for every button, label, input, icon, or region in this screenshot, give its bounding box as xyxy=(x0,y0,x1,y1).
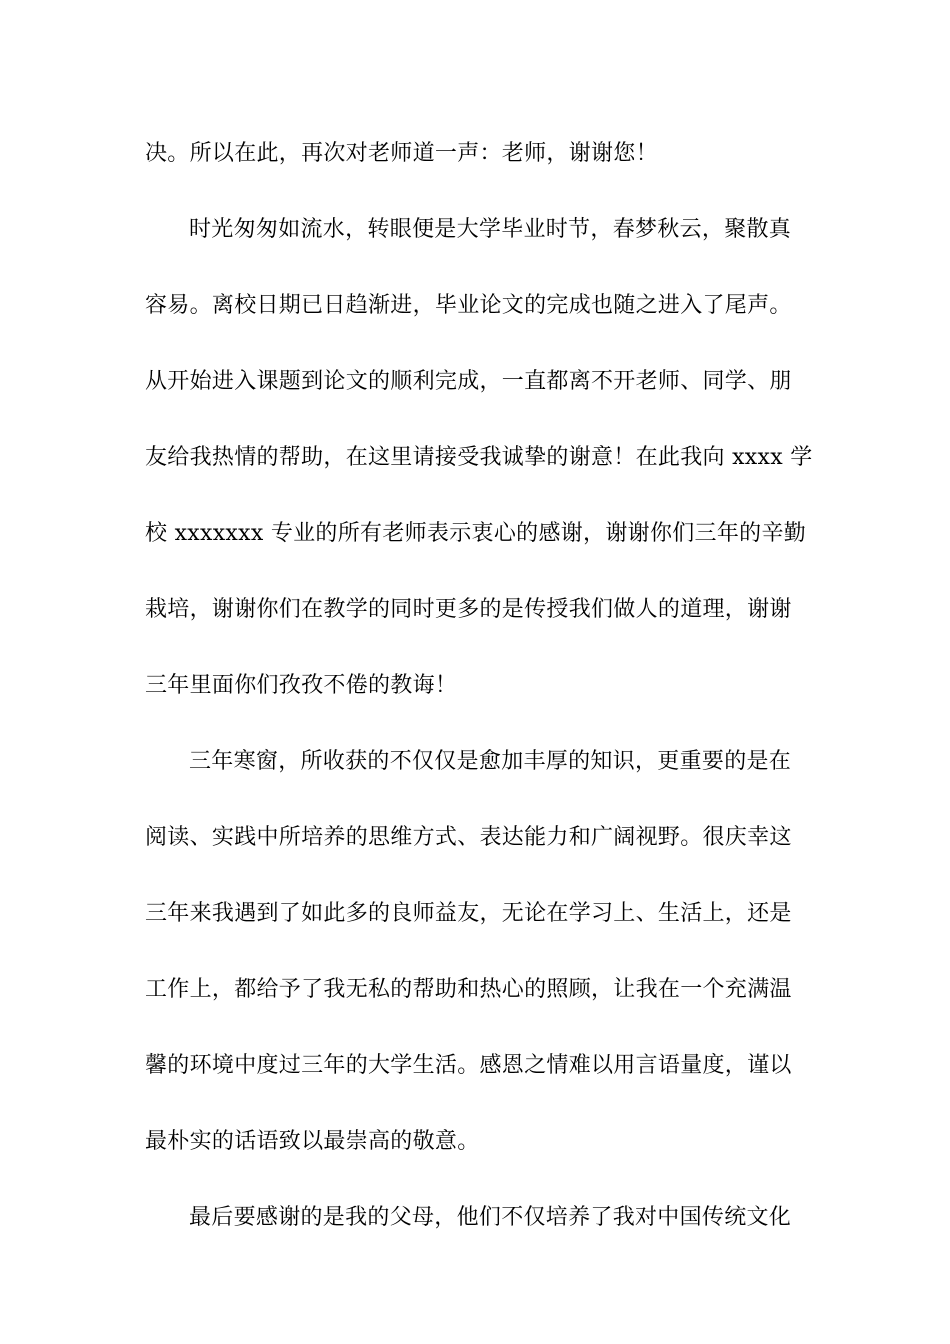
text-line-14: 最朴实的话语致以最崇高的敬意。 xyxy=(145,1129,480,1154)
text-line-6: 校 xxxxxxx 专业的所有老师表示衷心的感谢，谢谢你们三年的辛勤 xyxy=(145,521,807,546)
text-line-7: 栽培，谢谢你们在教学的同时更多的是传授我们做人的道理，谢谢 xyxy=(145,597,792,622)
text-line-2: 时光匆匆如流水，转眼便是大学毕业时节，春梦秋云，聚散真 xyxy=(189,217,792,242)
text-line-5: 友给我热情的帮助，在这里请接受我诚挚的谢意！在此我向 xxxx 学 xyxy=(145,445,813,470)
text-line-13: 馨的环境中度过三年的大学生活。感恩之情难以用言语量度，谨以 xyxy=(145,1053,792,1078)
text-line-11: 三年来我遇到了如此多的良师益友，无论在学习上、生活上，还是 xyxy=(145,901,792,926)
text-line-3: 容易。离校日期已日趋渐进，毕业论文的完成也随之进入了尾声。 xyxy=(145,293,792,318)
text-line-15: 最后要感谢的是我的父母，他们不仅培养了我对中国传统文化 xyxy=(189,1205,792,1230)
text-line-8: 三年里面你们孜孜不倦的教诲！ xyxy=(145,673,458,698)
text-line-1: 决。所以在此，再次对老师道一声：老师，谢谢您！ xyxy=(145,141,658,166)
text-line-10: 阅读、实践中所培养的思维方式、表达能力和广阔视野。很庆幸这 xyxy=(145,825,792,850)
text-line-9: 三年寒窗，所收获的不仅仅是愈加丰厚的知识，更重要的是在 xyxy=(189,749,792,774)
text-line-4: 从开始进入课题到论文的顺利完成，一直都离不开老师、同学、朋 xyxy=(145,369,792,394)
document-body xyxy=(145,134,813,1274)
text-line-12: 工作上，都给予了我无私的帮助和热心的照顾，让我在一个充满温 xyxy=(145,977,792,1002)
